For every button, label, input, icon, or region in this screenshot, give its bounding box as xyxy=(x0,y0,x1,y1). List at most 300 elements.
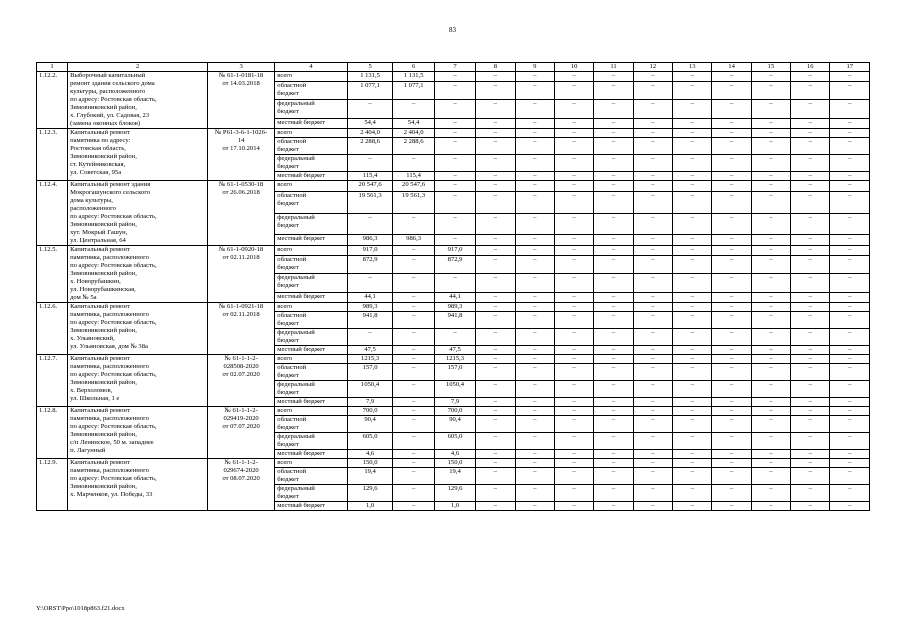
empty-amount-cell: – xyxy=(830,502,870,511)
empty-amount-cell: – xyxy=(515,72,554,82)
amount-v5: 605,0 xyxy=(347,433,393,450)
empty-amount-cell: – xyxy=(594,312,633,329)
item-code: 1.12.8. xyxy=(37,407,68,459)
amount-v5: 1215,3 xyxy=(347,355,393,364)
empty-amount-cell: – xyxy=(515,213,554,234)
table-row xyxy=(37,181,870,192)
empty-amount-cell: – xyxy=(791,502,830,511)
empty-amount-cell: – xyxy=(830,303,870,312)
empty-amount-cell: – xyxy=(712,234,751,245)
empty-amount-cell: – xyxy=(515,246,554,256)
column-header-11: 11 xyxy=(594,63,633,72)
empty-amount-cell: – xyxy=(751,129,790,138)
empty-amount-cell: – xyxy=(476,155,515,172)
expertise-document: № 61-1-0530-18 от 26.06.2018 xyxy=(207,181,274,246)
amount-v5: 2 288,6 xyxy=(347,138,393,155)
empty-amount-cell: – xyxy=(476,450,515,459)
amount-v7: 1,0 xyxy=(434,502,475,511)
empty-amount-cell: – xyxy=(594,81,633,100)
empty-amount-cell: – xyxy=(751,119,790,129)
expertise-document: № 61-1-1-2- 029674-2020 от 08.07.2020 xyxy=(207,459,274,511)
empty-amount-cell: – xyxy=(712,119,751,129)
empty-amount-cell: – xyxy=(791,72,830,82)
empty-amount-cell: – xyxy=(515,407,554,416)
empty-amount-cell: – xyxy=(476,72,515,82)
empty-amount-cell: – xyxy=(712,398,751,407)
funding-source: местный бюджет xyxy=(275,502,348,511)
empty-amount-cell: – xyxy=(633,155,672,172)
empty-amount-cell: – xyxy=(791,312,830,329)
empty-amount-cell: – xyxy=(633,398,672,407)
empty-amount-cell: – xyxy=(712,138,751,155)
empty-amount-cell: – xyxy=(476,329,515,346)
empty-amount-cell: – xyxy=(791,398,830,407)
empty-amount-cell: – xyxy=(594,274,633,293)
amount-v7: 4,6 xyxy=(434,450,475,459)
amount-v7: – xyxy=(434,192,475,213)
empty-amount-cell: – xyxy=(554,433,593,450)
item-description: Капитальный ремонт здания Мокрогашунского сельского дома культуры, расположенного по адресу: Ростовская область, Зимовниковский район, хут. Мокрый Гашун, ул. Центральная, 64 xyxy=(68,181,208,246)
amount-v5: 129,6 xyxy=(347,485,393,502)
empty-amount-cell: – xyxy=(830,255,870,274)
empty-amount-cell: – xyxy=(633,312,672,329)
funding-source: областной бюджет xyxy=(275,192,348,213)
column-header-16: 16 xyxy=(791,63,830,72)
empty-amount-cell: – xyxy=(594,119,633,129)
empty-amount-cell: – xyxy=(751,72,790,82)
amount-v5: 700,0 xyxy=(347,407,393,416)
funding-source: всего xyxy=(275,355,348,364)
empty-amount-cell: – xyxy=(554,138,593,155)
amount-v6: 2 404,0 xyxy=(393,129,434,138)
empty-amount-cell: – xyxy=(791,381,830,398)
empty-amount-cell: – xyxy=(515,502,554,511)
empty-amount-cell: – xyxy=(515,381,554,398)
amount-v5: 1 077,1 xyxy=(347,81,393,100)
empty-amount-cell: – xyxy=(554,329,593,346)
table-row xyxy=(37,129,870,138)
column-header-14: 14 xyxy=(712,63,751,72)
empty-amount-cell: – xyxy=(554,355,593,364)
column-header-17: 17 xyxy=(830,63,870,72)
amount-v6: – xyxy=(393,293,434,303)
empty-amount-cell: – xyxy=(594,181,633,192)
amount-v7: – xyxy=(434,129,475,138)
amount-v6: – xyxy=(393,346,434,355)
empty-amount-cell: – xyxy=(594,407,633,416)
empty-amount-cell: – xyxy=(554,364,593,381)
empty-amount-cell: – xyxy=(712,100,751,119)
empty-amount-cell: – xyxy=(673,81,712,100)
amount-v6: 20 547,6 xyxy=(393,181,434,192)
empty-amount-cell: – xyxy=(515,468,554,485)
amount-v5: – xyxy=(347,274,393,293)
empty-amount-cell: – xyxy=(751,246,790,256)
empty-amount-cell: – xyxy=(791,293,830,303)
empty-amount-cell: – xyxy=(791,81,830,100)
funding-source: областной бюджет xyxy=(275,468,348,485)
empty-amount-cell: – xyxy=(751,329,790,346)
empty-amount-cell: – xyxy=(515,398,554,407)
empty-amount-cell: – xyxy=(633,381,672,398)
empty-amount-cell: – xyxy=(712,255,751,274)
empty-amount-cell: – xyxy=(673,398,712,407)
empty-amount-cell: – xyxy=(515,155,554,172)
empty-amount-cell: – xyxy=(830,100,870,119)
empty-amount-cell: – xyxy=(476,255,515,274)
funding-source: областной бюджет xyxy=(275,81,348,100)
empty-amount-cell: – xyxy=(476,312,515,329)
amount-v7: 989,3 xyxy=(434,303,475,312)
empty-amount-cell: – xyxy=(830,119,870,129)
amount-v6: – xyxy=(393,502,434,511)
funding-source: федеральный бюджет xyxy=(275,100,348,119)
item-code: 1.12.9. xyxy=(37,459,68,511)
amount-v5: 44,1 xyxy=(347,293,393,303)
empty-amount-cell: – xyxy=(830,181,870,192)
document-path: Y:\ORST\Ppo\1018p863.f21.docx xyxy=(36,605,125,612)
empty-amount-cell: – xyxy=(673,312,712,329)
empty-amount-cell: – xyxy=(554,72,593,82)
empty-amount-cell: – xyxy=(476,100,515,119)
empty-amount-cell: – xyxy=(633,72,672,82)
empty-amount-cell: – xyxy=(751,100,790,119)
empty-amount-cell: – xyxy=(515,129,554,138)
funding-source: областной бюджет xyxy=(275,416,348,433)
empty-amount-cell: – xyxy=(476,303,515,312)
empty-amount-cell: – xyxy=(830,381,870,398)
empty-amount-cell: – xyxy=(633,329,672,346)
empty-amount-cell: – xyxy=(751,502,790,511)
empty-amount-cell: – xyxy=(515,181,554,192)
empty-amount-cell: – xyxy=(712,312,751,329)
column-header-3: 3 xyxy=(207,63,274,72)
empty-amount-cell: – xyxy=(673,129,712,138)
empty-amount-cell: – xyxy=(673,155,712,172)
empty-amount-cell: – xyxy=(554,381,593,398)
empty-amount-cell: – xyxy=(633,274,672,293)
column-header-2: 2 xyxy=(68,63,208,72)
empty-amount-cell: – xyxy=(515,172,554,181)
empty-amount-cell: – xyxy=(673,293,712,303)
expertise-document: № 61-1-1-2- 028508-2020 от 02.07.2020 xyxy=(207,355,274,407)
empty-amount-cell: – xyxy=(554,468,593,485)
empty-amount-cell: – xyxy=(751,450,790,459)
empty-amount-cell: – xyxy=(476,213,515,234)
empty-amount-cell: – xyxy=(515,119,554,129)
empty-amount-cell: – xyxy=(791,100,830,119)
empty-amount-cell: – xyxy=(515,138,554,155)
empty-amount-cell: – xyxy=(830,433,870,450)
empty-amount-cell: – xyxy=(791,329,830,346)
amount-v7: – xyxy=(434,181,475,192)
amount-v6: – xyxy=(393,213,434,234)
empty-amount-cell: – xyxy=(712,407,751,416)
amount-v5: 941,8 xyxy=(347,312,393,329)
empty-amount-cell: – xyxy=(554,81,593,100)
empty-amount-cell: – xyxy=(633,172,672,181)
funding-source: всего xyxy=(275,459,348,468)
amount-v5: 4,6 xyxy=(347,450,393,459)
amount-v7: – xyxy=(434,138,475,155)
expertise-document: № 61-1-0920-18 от 02.11.2018 xyxy=(207,246,274,303)
empty-amount-cell: – xyxy=(712,72,751,82)
table-row xyxy=(37,72,870,82)
page-number: 83 xyxy=(449,26,456,34)
empty-amount-cell: – xyxy=(476,119,515,129)
empty-amount-cell: – xyxy=(633,468,672,485)
empty-amount-cell: – xyxy=(554,119,593,129)
empty-amount-cell: – xyxy=(633,364,672,381)
empty-amount-cell: – xyxy=(830,329,870,346)
empty-amount-cell: – xyxy=(751,398,790,407)
empty-amount-cell: – xyxy=(751,459,790,468)
empty-amount-cell: – xyxy=(673,346,712,355)
empty-amount-cell: – xyxy=(554,459,593,468)
funding-source: всего xyxy=(275,407,348,416)
empty-amount-cell: – xyxy=(476,246,515,256)
amount-v7: – xyxy=(434,119,475,129)
empty-amount-cell: – xyxy=(673,364,712,381)
empty-amount-cell: – xyxy=(476,433,515,450)
amount-v5: 150,0 xyxy=(347,459,393,468)
financing-table xyxy=(36,62,870,511)
amount-v6: – xyxy=(393,255,434,274)
empty-amount-cell: – xyxy=(830,246,870,256)
amount-v7: 129,6 xyxy=(434,485,475,502)
amount-v6: – xyxy=(393,312,434,329)
empty-amount-cell: – xyxy=(554,303,593,312)
empty-amount-cell: – xyxy=(633,100,672,119)
empty-amount-cell: – xyxy=(712,433,751,450)
empty-amount-cell: – xyxy=(791,468,830,485)
item-code: 1.12.4. xyxy=(37,181,68,246)
empty-amount-cell: – xyxy=(633,138,672,155)
empty-amount-cell: – xyxy=(751,213,790,234)
empty-amount-cell: – xyxy=(791,346,830,355)
item-description: Выборочный капитальный ремонт здания сельского дома культуры, расположенного по адресу: Ростовская область, Зимовниковский район, х. Глубокий, ул. Садовая, 23 (замена оконных блоков) xyxy=(68,72,208,129)
funding-source: федеральный бюджет xyxy=(275,485,348,502)
empty-amount-cell: – xyxy=(594,450,633,459)
empty-amount-cell: – xyxy=(830,459,870,468)
empty-amount-cell: – xyxy=(673,502,712,511)
empty-amount-cell: – xyxy=(594,129,633,138)
item-code: 1.12.6. xyxy=(37,303,68,355)
empty-amount-cell: – xyxy=(515,355,554,364)
empty-amount-cell: – xyxy=(791,450,830,459)
empty-amount-cell: – xyxy=(791,246,830,256)
empty-amount-cell: – xyxy=(515,450,554,459)
empty-amount-cell: – xyxy=(633,433,672,450)
empty-amount-cell: – xyxy=(712,355,751,364)
empty-amount-cell: – xyxy=(476,502,515,511)
empty-amount-cell: – xyxy=(712,381,751,398)
empty-amount-cell: – xyxy=(594,346,633,355)
amount-v5: – xyxy=(347,155,393,172)
empty-amount-cell: – xyxy=(791,172,830,181)
empty-amount-cell: – xyxy=(751,155,790,172)
empty-amount-cell: – xyxy=(830,468,870,485)
empty-amount-cell: – xyxy=(751,181,790,192)
empty-amount-cell: – xyxy=(673,172,712,181)
empty-amount-cell: – xyxy=(751,293,790,303)
empty-amount-cell: – xyxy=(751,433,790,450)
amount-v5: 47,5 xyxy=(347,346,393,355)
amount-v5: 19 561,3 xyxy=(347,192,393,213)
empty-amount-cell: – xyxy=(791,181,830,192)
funding-source: федеральный бюджет xyxy=(275,381,348,398)
table-row xyxy=(37,407,870,416)
amount-v7: 157,0 xyxy=(434,364,475,381)
empty-amount-cell: – xyxy=(673,72,712,82)
empty-amount-cell: – xyxy=(830,192,870,213)
empty-amount-cell: – xyxy=(830,398,870,407)
empty-amount-cell: – xyxy=(633,81,672,100)
empty-amount-cell: – xyxy=(594,100,633,119)
empty-amount-cell: – xyxy=(791,274,830,293)
empty-amount-cell: – xyxy=(712,246,751,256)
empty-amount-cell: – xyxy=(515,346,554,355)
empty-amount-cell: – xyxy=(515,255,554,274)
empty-amount-cell: – xyxy=(673,433,712,450)
empty-amount-cell: – xyxy=(476,181,515,192)
amount-v6: – xyxy=(393,468,434,485)
table-header xyxy=(37,63,870,72)
amount-v7: 941,8 xyxy=(434,312,475,329)
empty-amount-cell: – xyxy=(830,213,870,234)
empty-amount-cell: – xyxy=(476,485,515,502)
amount-v6: – xyxy=(393,100,434,119)
amount-v7: – xyxy=(434,72,475,82)
empty-amount-cell: – xyxy=(712,416,751,433)
empty-amount-cell: – xyxy=(830,172,870,181)
empty-amount-cell: – xyxy=(476,274,515,293)
empty-amount-cell: – xyxy=(594,381,633,398)
empty-amount-cell: – xyxy=(830,355,870,364)
amount-v5: 90,4 xyxy=(347,416,393,433)
empty-amount-cell: – xyxy=(476,407,515,416)
empty-amount-cell: – xyxy=(594,303,633,312)
column-header-7: 7 xyxy=(434,63,475,72)
amount-v5: 872,9 xyxy=(347,255,393,274)
amount-v6: – xyxy=(393,459,434,468)
empty-amount-cell: – xyxy=(712,155,751,172)
empty-amount-cell: – xyxy=(791,119,830,129)
empty-amount-cell: – xyxy=(633,213,672,234)
empty-amount-cell: – xyxy=(830,274,870,293)
empty-amount-cell: – xyxy=(554,213,593,234)
funding-source: местный бюджет xyxy=(275,234,348,245)
amount-v7: 605,0 xyxy=(434,433,475,450)
funding-source: местный бюджет xyxy=(275,398,348,407)
funding-source: федеральный бюджет xyxy=(275,155,348,172)
table-row xyxy=(37,355,870,364)
amount-v5: 1050,4 xyxy=(347,381,393,398)
amount-v6: – xyxy=(393,433,434,450)
empty-amount-cell: – xyxy=(476,138,515,155)
empty-amount-cell: – xyxy=(554,502,593,511)
empty-amount-cell: – xyxy=(476,172,515,181)
empty-amount-cell: – xyxy=(476,81,515,100)
expertise-document: № Р61-3-6-1-1026- 14 от 17.10.2014 xyxy=(207,129,274,181)
empty-amount-cell: – xyxy=(594,364,633,381)
empty-amount-cell: – xyxy=(751,303,790,312)
empty-amount-cell: – xyxy=(594,502,633,511)
funding-source: федеральный бюджет xyxy=(275,433,348,450)
amount-v6: – xyxy=(393,246,434,256)
funding-source: областной бюджет xyxy=(275,364,348,381)
table-row xyxy=(37,459,870,468)
empty-amount-cell: – xyxy=(673,234,712,245)
empty-amount-cell: – xyxy=(712,274,751,293)
amount-v6: – xyxy=(393,355,434,364)
item-code: 1.12.5. xyxy=(37,246,68,303)
empty-amount-cell: – xyxy=(633,416,672,433)
empty-amount-cell: – xyxy=(515,485,554,502)
empty-amount-cell: – xyxy=(633,234,672,245)
empty-amount-cell: – xyxy=(673,329,712,346)
empty-amount-cell: – xyxy=(673,468,712,485)
empty-amount-cell: – xyxy=(751,234,790,245)
empty-amount-cell: – xyxy=(830,312,870,329)
empty-amount-cell: – xyxy=(594,255,633,274)
empty-amount-cell: – xyxy=(712,303,751,312)
amount-v6: – xyxy=(393,416,434,433)
empty-amount-cell: – xyxy=(830,293,870,303)
amount-v6: – xyxy=(393,485,434,502)
empty-amount-cell: – xyxy=(673,213,712,234)
empty-amount-cell: – xyxy=(633,246,672,256)
funding-source: федеральный бюджет xyxy=(275,329,348,346)
empty-amount-cell: – xyxy=(554,181,593,192)
empty-amount-cell: – xyxy=(515,416,554,433)
empty-amount-cell: – xyxy=(673,303,712,312)
empty-amount-cell: – xyxy=(476,398,515,407)
empty-amount-cell: – xyxy=(515,364,554,381)
amount-v7: 7,9 xyxy=(434,398,475,407)
empty-amount-cell: – xyxy=(791,155,830,172)
empty-amount-cell: – xyxy=(751,172,790,181)
empty-amount-cell: – xyxy=(673,450,712,459)
empty-amount-cell: – xyxy=(633,355,672,364)
amount-v6: 1 077,1 xyxy=(393,81,434,100)
empty-amount-cell: – xyxy=(633,407,672,416)
empty-amount-cell: – xyxy=(673,138,712,155)
empty-amount-cell: – xyxy=(673,119,712,129)
amount-v7: 917,0 xyxy=(434,246,475,256)
empty-amount-cell: – xyxy=(633,255,672,274)
table-row xyxy=(37,303,870,312)
empty-amount-cell: – xyxy=(712,485,751,502)
empty-amount-cell: – xyxy=(712,459,751,468)
funding-source: местный бюджет xyxy=(275,293,348,303)
amount-v5: – xyxy=(347,213,393,234)
empty-amount-cell: – xyxy=(673,416,712,433)
empty-amount-cell: – xyxy=(712,450,751,459)
amount-v6: – xyxy=(393,155,434,172)
amount-v5: 115,4 xyxy=(347,172,393,181)
empty-amount-cell: – xyxy=(830,72,870,82)
empty-amount-cell: – xyxy=(515,433,554,450)
column-header-10: 10 xyxy=(554,63,593,72)
amount-v7: – xyxy=(434,329,475,346)
empty-amount-cell: – xyxy=(830,129,870,138)
item-description: Капитальный ремонт памятника, расположенного по адресу: Ростовская область, Зимовниковский район, х. Ульяновский, ул. Ульяновская, дом № 38а xyxy=(68,303,208,355)
empty-amount-cell: – xyxy=(554,100,593,119)
empty-amount-cell: – xyxy=(476,364,515,381)
expertise-document: № 61-1-0921-18 от 02.11.2018 xyxy=(207,303,274,355)
item-description: Капитальный ремонт памятника, расположенного по адресу: Ростовская область, Зимовниковский район, х. Верхоломов, ул. Школьная, 1 е xyxy=(68,355,208,407)
